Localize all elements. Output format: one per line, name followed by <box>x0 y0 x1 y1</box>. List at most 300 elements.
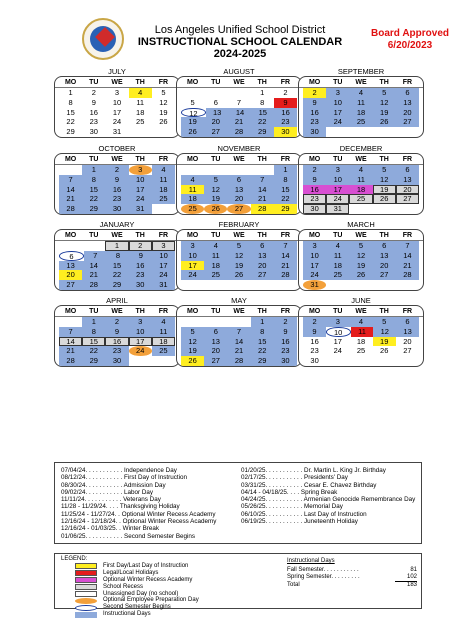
week-row <box>299 346 423 356</box>
day-cell: 4 <box>129 88 152 98</box>
day-cell: 11 <box>152 327 175 337</box>
day-cell: 5 <box>161 88 166 97</box>
day-cell: 15 <box>274 185 297 195</box>
weekday-label: TU <box>333 308 343 315</box>
day-cell: 18 <box>136 107 145 117</box>
month-name: MARCH <box>347 220 375 229</box>
day-cell <box>349 204 372 214</box>
day-cell <box>326 356 349 366</box>
month-october <box>54 145 180 215</box>
day-cell: 26 <box>373 194 396 204</box>
event-label: Thanksgiving Holiday <box>119 503 180 511</box>
day-cell: 4 <box>181 175 204 185</box>
day-cell: 21 <box>274 261 297 271</box>
day-cell: 9 <box>105 327 128 337</box>
week-row <box>299 241 423 251</box>
day-cell: 20 <box>204 117 227 127</box>
month-grid <box>298 229 424 291</box>
day-cell: 28 <box>59 356 82 366</box>
day-cell: 19 <box>373 337 396 347</box>
event-date: 06/19/25. . . . . . . . . . . <box>241 518 303 526</box>
legend-swatch <box>75 591 97 597</box>
week-row <box>55 88 179 98</box>
weekday-label: FR <box>402 308 413 315</box>
legend-item <box>75 570 275 577</box>
day-cell: 9 <box>129 251 152 261</box>
day-cell: 1 <box>105 241 128 251</box>
day-cell <box>152 356 175 366</box>
fall-semester-row: Fall Semester. . . . . . . . . . . 81 <box>287 566 417 573</box>
day-cell: 23 <box>274 117 297 127</box>
legend-box <box>54 553 422 618</box>
month-february <box>176 221 302 291</box>
day-cell: 25 <box>136 117 145 127</box>
week-row <box>299 356 423 366</box>
month-grid <box>298 76 424 138</box>
day-cell: 16 <box>129 261 152 271</box>
day-cell: 2 <box>303 88 326 98</box>
day-cell: 10 <box>303 251 326 261</box>
day-cell: 10 <box>112 97 122 107</box>
weekday-header <box>299 77 423 88</box>
day-cell <box>227 280 250 290</box>
weekday-label: FR <box>158 79 169 86</box>
day-cell: 27 <box>251 270 274 280</box>
day-cell: 11 <box>181 185 204 195</box>
event-label: Veterans Day <box>123 496 161 504</box>
month-june <box>298 297 424 367</box>
day-cell: 3 <box>129 165 152 175</box>
event-date: 09/02/24. . . . . . . . . . . <box>61 488 123 496</box>
day-cell: 21 <box>227 117 250 127</box>
day-cell: 29 <box>251 356 274 366</box>
day-cell: 16 <box>105 337 128 347</box>
legend-item <box>75 597 275 604</box>
day-cell: 26 <box>373 117 396 127</box>
day-cell: 31 <box>129 204 152 214</box>
month-grid <box>176 229 302 291</box>
day-cell <box>396 356 419 366</box>
month-grid <box>176 305 302 367</box>
weekday-label: TU <box>333 156 343 163</box>
day-cell: 9 <box>274 327 297 337</box>
weekday-label: TH <box>379 308 389 315</box>
weekday-label: MO <box>64 232 77 239</box>
weekday-label: MO <box>64 156 77 163</box>
day-cell <box>59 317 82 327</box>
month-grid <box>54 153 180 215</box>
day-cell: 31 <box>326 204 349 214</box>
week-row <box>177 204 301 214</box>
day-cell: 4 <box>152 317 175 327</box>
weekday-label: TU <box>89 308 99 315</box>
week-row <box>55 251 179 261</box>
week-row <box>55 337 179 347</box>
day-cell: 13 <box>204 337 227 347</box>
day-cell: 7 <box>236 97 242 107</box>
month-april <box>54 297 180 367</box>
legend-items <box>75 563 275 618</box>
day-cell: 27 <box>396 117 419 127</box>
week-row <box>177 241 301 251</box>
day-cell: 11 <box>349 175 372 185</box>
day-cell: 8 <box>251 327 274 337</box>
day-cell: 4 <box>204 241 227 251</box>
weekday-label: TH <box>135 156 145 163</box>
day-cell: 6 <box>59 251 84 261</box>
day-cell: 30 <box>129 280 152 290</box>
day-cell: 10 <box>326 175 349 185</box>
day-cell: 8 <box>274 175 297 185</box>
day-cell <box>59 165 82 175</box>
week-row <box>55 185 179 195</box>
day-cell: 31 <box>152 280 175 290</box>
header <box>0 0 474 64</box>
event-label: Last Day of Instruction <box>304 510 367 518</box>
legend-label: School Recess <box>103 583 144 590</box>
day-cell: 5 <box>204 175 227 185</box>
day-cell <box>152 204 175 214</box>
day-cell: 23 <box>303 117 326 127</box>
weekday-label: WE <box>111 308 123 315</box>
legend-label: Unassigned Day (no school) <box>103 590 179 597</box>
day-cell: 24 <box>303 270 326 280</box>
day-cell: 13 <box>373 251 396 261</box>
day-cell: 12 <box>349 251 372 261</box>
weekday-label: TU <box>89 79 99 86</box>
event-row <box>61 482 237 489</box>
day-cell: 22 <box>82 346 105 356</box>
legend-item <box>75 584 275 591</box>
month-grid <box>176 76 302 138</box>
weekday-header <box>55 154 179 165</box>
week-row <box>177 337 301 347</box>
month-grid <box>176 153 302 215</box>
event-row <box>241 482 417 489</box>
weekday-label: FR <box>402 232 413 239</box>
day-cell: 6 <box>373 241 396 251</box>
weekday-label: FR <box>280 232 291 239</box>
day-cell: 14 <box>251 185 274 195</box>
week-row <box>177 251 301 261</box>
day-cell: 30 <box>274 356 297 366</box>
week-row <box>299 88 423 98</box>
day-cell: 20 <box>403 336 412 346</box>
weekday-header <box>177 154 301 165</box>
legend-swatch <box>75 577 97 583</box>
week-row <box>299 327 423 337</box>
day-cell: 9 <box>105 175 128 185</box>
event-label: Cesar E. Chavez Birthday <box>304 481 377 489</box>
day-cell: 21 <box>396 261 419 271</box>
week-row <box>177 194 301 204</box>
weekday-header <box>177 306 301 317</box>
weekday-label: MO <box>64 79 77 86</box>
day-cell: 2 <box>303 165 326 175</box>
day-cell: 14 <box>229 108 252 118</box>
event-row <box>61 533 237 540</box>
event-row <box>61 503 237 510</box>
day-cell: 25 <box>326 270 349 280</box>
day-cell <box>396 204 419 214</box>
weekday-label: FR <box>402 156 413 163</box>
day-cell: 28 <box>227 127 250 137</box>
month-name: JANUARY <box>99 220 135 229</box>
week-row <box>55 165 179 175</box>
weekday-label: FR <box>402 79 413 86</box>
month-name: DECEMBER <box>339 144 383 153</box>
day-cell: 17 <box>112 107 122 117</box>
weekday-label: MO <box>308 156 321 163</box>
weekday-label: WE <box>233 156 245 163</box>
event-date: 11/25/24 - 11/27/24. . <box>61 510 120 518</box>
day-cell: 18 <box>326 261 349 271</box>
month-grid <box>54 76 180 138</box>
day-cell <box>204 280 227 290</box>
day-cell <box>129 356 152 366</box>
day-cell: 14 <box>227 337 250 347</box>
weekday-label: MO <box>186 308 199 315</box>
event-label: Dr. Martin L. King Jr. Birthday <box>304 467 386 474</box>
weekday-label: WE <box>355 156 367 163</box>
day-cell: 13 <box>206 108 229 118</box>
weekday-label: TU <box>333 79 343 86</box>
day-cell: 6 <box>396 165 419 175</box>
day-cell: 18 <box>349 108 372 118</box>
day-cell: 26 <box>349 270 372 280</box>
day-cell: 13 <box>396 175 419 185</box>
day-cell: 19 <box>204 194 227 204</box>
week-row <box>55 261 179 271</box>
month-grid <box>298 153 424 215</box>
day-cell: 28 <box>82 280 105 290</box>
weekday-label: TH <box>257 156 267 163</box>
day-cell: 15 <box>82 185 105 195</box>
instructional-days-summary <box>287 558 417 589</box>
legend-swatch <box>75 570 97 576</box>
day-cell: 28 <box>396 270 419 280</box>
event-row <box>241 489 417 496</box>
day-cell: 12 <box>204 185 227 195</box>
day-cell: 25 <box>349 117 372 127</box>
day-cell <box>349 127 372 137</box>
event-row <box>61 518 237 525</box>
day-cell: 26 <box>204 204 227 214</box>
day-cell: 10 <box>129 175 152 185</box>
event-row <box>241 511 417 518</box>
legend-item <box>75 591 275 598</box>
day-cell: 5 <box>373 317 396 327</box>
day-cell: 8 <box>260 97 265 107</box>
day-cell: 14 <box>396 251 419 261</box>
weekday-label: MO <box>186 232 199 239</box>
day-cell <box>82 241 105 251</box>
day-cell <box>326 280 349 290</box>
month-name: NOVEMBER <box>217 144 261 153</box>
day-cell: 25 <box>152 346 175 356</box>
day-cell: 6 <box>396 88 419 98</box>
weekday-label: WE <box>111 79 123 86</box>
legend-swatch <box>75 598 97 604</box>
events-list <box>54 462 422 544</box>
day-cell: 7 <box>59 175 82 185</box>
day-cell: 6 <box>396 317 419 327</box>
legend-label: Second Semester Begins <box>103 604 171 611</box>
day-cell <box>204 317 227 327</box>
day-cell <box>59 241 82 251</box>
day-cell: 17 <box>326 185 349 195</box>
day-cell: 22 <box>82 194 105 204</box>
day-cell: 24 <box>112 117 122 127</box>
weekday-label: TH <box>135 308 145 315</box>
day-cell: 16 <box>274 337 297 347</box>
week-row <box>55 117 179 127</box>
day-cell: 7 <box>59 327 82 337</box>
legend-swatch <box>75 563 97 569</box>
day-cell: 17 <box>326 108 349 118</box>
day-cell: 3 <box>129 317 152 327</box>
day-cell: 20 <box>59 270 82 280</box>
day-cell: 15 <box>251 337 274 347</box>
day-cell: 11 <box>204 251 227 261</box>
day-cell: 7 <box>396 241 419 251</box>
day-cell: 15 <box>105 261 128 271</box>
legend-item <box>75 563 275 570</box>
week-row <box>299 261 423 271</box>
day-cell: 28 <box>251 204 274 214</box>
day-cell: 4 <box>349 317 372 327</box>
week-row <box>55 356 179 366</box>
weekday-label: TU <box>211 232 221 239</box>
day-cell: 18 <box>181 194 204 204</box>
day-cell: 10 <box>326 327 351 337</box>
day-cell: 9 <box>303 327 326 337</box>
day-cell <box>227 88 250 98</box>
day-cell: 8 <box>82 327 105 337</box>
day-cell: 24 <box>326 194 349 204</box>
day-cell: 27 <box>227 204 250 214</box>
day-cell <box>373 280 396 290</box>
day-cell: 23 <box>274 346 297 356</box>
day-cell: 20 <box>204 346 227 356</box>
legend-swatch <box>75 584 97 590</box>
week-row <box>55 108 179 118</box>
day-cell <box>181 317 204 327</box>
day-cell: 18 <box>152 185 175 195</box>
legend-label: Optional Employee Preparation Day <box>103 597 199 604</box>
day-cell: 17 <box>181 261 204 271</box>
weekday-label: TH <box>257 79 267 86</box>
day-cell <box>181 88 204 98</box>
weekday-label: MO <box>308 232 321 239</box>
event-row <box>61 525 237 532</box>
weekday-label: MO <box>64 308 77 315</box>
event-date: 11/28 - 11/29/24. . . . <box>61 503 119 511</box>
day-cell: 29 <box>66 127 75 137</box>
day-cell: 19 <box>181 346 204 356</box>
day-cell: 24 <box>181 270 204 280</box>
month-name: JULY <box>108 67 126 76</box>
weekday-label: FR <box>280 308 291 315</box>
day-cell: 13 <box>396 98 419 108</box>
month-may <box>176 297 302 367</box>
spring-semester-row: Spring Semester. . . . . . . . . 102 <box>287 573 417 580</box>
month-name: JUNE <box>351 296 371 305</box>
day-cell: 21 <box>59 194 82 204</box>
day-cell: 26 <box>159 117 168 127</box>
legend-item <box>75 577 275 584</box>
day-cell: 19 <box>159 107 168 117</box>
legend-item <box>75 611 275 618</box>
legend-swatch <box>75 605 97 611</box>
day-cell: 25 <box>181 204 204 214</box>
calendar-title: INSTRUCTIONAL SCHOOL CALENDAR 2024-2025 <box>137 36 343 60</box>
weekday-label: WE <box>355 79 367 86</box>
day-cell: 12 <box>373 175 396 185</box>
week-row <box>299 337 423 347</box>
weekday-header <box>177 77 301 88</box>
day-cell: 19 <box>227 261 250 271</box>
day-cell: 4 <box>326 241 349 251</box>
day-cell: 23 <box>310 346 319 356</box>
event-date: 01/06/25. . . . . . . . . . . <box>61 532 123 540</box>
day-cell: 19 <box>373 108 396 118</box>
day-cell: 17 <box>333 336 342 346</box>
events-column-right <box>241 467 417 525</box>
day-cell: 23 <box>89 117 98 127</box>
day-cell: 30 <box>89 127 98 137</box>
day-cell: 22 <box>105 270 128 280</box>
week-row <box>299 317 423 327</box>
day-cell: 22 <box>274 194 297 204</box>
day-cell: 11 <box>351 327 374 337</box>
day-cell: 11 <box>152 175 175 185</box>
event-label: Labor Day <box>124 488 154 496</box>
week-row <box>299 165 423 175</box>
weekday-label: FR <box>158 156 169 163</box>
day-cell: 8 <box>68 97 73 107</box>
day-cell: 7 <box>274 241 297 251</box>
event-label: Admission Day <box>123 481 166 489</box>
weekday-label: WE <box>355 308 367 315</box>
weekday-label: WE <box>111 156 123 163</box>
weekday-label: TH <box>257 232 267 239</box>
board-approved-note: Board Approved 6/20/2023 <box>371 28 449 51</box>
day-cell <box>396 127 419 137</box>
total-row: Total 183 <box>287 581 417 588</box>
day-cell: 10 <box>152 251 175 261</box>
day-cell: 23 <box>105 346 128 356</box>
week-row <box>55 204 179 214</box>
day-cell: 24 <box>152 270 175 280</box>
weekday-header <box>299 306 423 317</box>
event-row <box>241 503 417 510</box>
week-row <box>55 194 179 204</box>
day-cell: 26 <box>181 356 204 366</box>
day-cell: 11 <box>136 97 145 107</box>
day-cell: 31 <box>303 280 326 290</box>
district-logo <box>82 18 124 60</box>
month-september <box>298 68 424 138</box>
day-cell: 2 <box>105 165 128 175</box>
month-grid <box>54 305 180 367</box>
day-cell: 17 <box>303 261 326 271</box>
week-row <box>177 175 301 185</box>
day-cell: 20 <box>396 108 419 118</box>
day-cell <box>152 127 175 137</box>
day-cell: 25 <box>349 194 372 204</box>
day-cell: 24 <box>129 346 152 356</box>
